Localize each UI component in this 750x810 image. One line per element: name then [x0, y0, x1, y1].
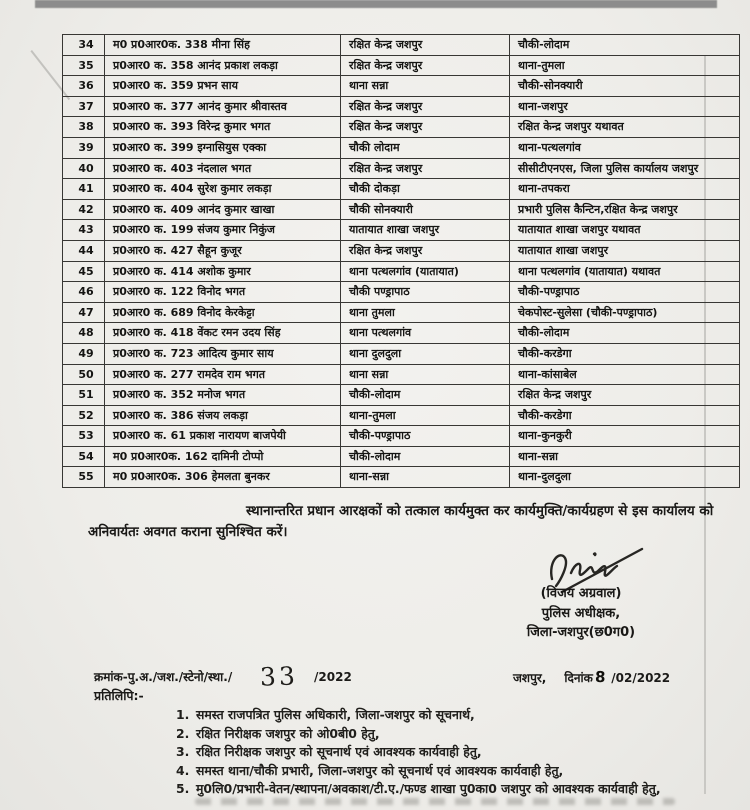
serial-cell: 48 [63, 323, 105, 344]
serial-cell: 35 [63, 55, 105, 76]
new-posting-cell: रक्षित केन्द्र जशपुर [510, 385, 740, 406]
distribution-item [176, 743, 736, 762]
name-cell: प्र0आर0 क. 359 प्रभन साय [105, 76, 341, 97]
table-row [63, 467, 740, 488]
new-posting-cell: थाना-पत्थलगांव [510, 137, 740, 158]
new-posting-cell: थाना-तपकरा [510, 179, 740, 200]
place-date-line [513, 668, 670, 686]
name-cell: प्र0आर0 क. 427 सैहून कुजूर [105, 240, 341, 261]
new-posting-cell: चेकपोस्ट-सुलेसा (चौकी-पण्ड्रापाठ) [510, 302, 740, 323]
table-row [63, 282, 740, 303]
signatory-designation: पुलिस अधीक्षक, [541, 605, 621, 621]
distribution-item [176, 725, 736, 744]
table-row [63, 240, 740, 261]
new-posting-cell: थाना-जशपुर [510, 96, 740, 117]
serial-cell: 50 [63, 364, 105, 385]
new-posting-cell: थाना-कांसाबेल [510, 364, 740, 385]
table-row [63, 385, 740, 406]
serial-cell: 47 [63, 302, 105, 323]
new-posting-cell: प्रभारी पुलिस कैन्टिन,रक्षित केन्द्र जशपुर [510, 199, 740, 220]
table-row [63, 323, 740, 344]
serial-cell: 46 [63, 282, 105, 303]
name-cell: प्र0आर0 क. 277 रामदेव राम भगत [105, 364, 341, 385]
closing-line-2: अनिवार्यतः अवगत कराना सुनिश्चित करें। [88, 523, 288, 540]
memo-prefix: क्रमांक-पु.अ./जश./स्टेनो/स्था./ [94, 670, 233, 684]
distribution-text: रक्षित निरीक्षक जशपुर को सूचनार्थ एवं आवश्यक कार्यवाही हेतु, [196, 744, 482, 760]
table-row [63, 302, 740, 323]
table-row [63, 261, 740, 282]
current-posting-cell: यातायात शाखा जशपुर [341, 220, 510, 241]
name-cell: प्र0आर0 क. 404 सुरेश कुमार लकड़ा [105, 179, 341, 200]
new-posting-cell: चौकी-लोदाम [510, 323, 740, 344]
table-row [63, 179, 740, 200]
closing-line-1: स्थानान्तरित प्रधान आरक्षकों को तत्काल कार्यमुक्त कर कार्यमुक्ति/कार्यग्रहण से इस कार्यालय को [246, 503, 714, 519]
table-row [63, 158, 740, 179]
distribution-number: 4. [176, 762, 190, 778]
new-posting-cell: थाना-सन्ना [510, 446, 740, 467]
distribution-text: मु0लि0/प्रभारी-वेतन/स्थापना/अवकाश/टी.ए./फण्ड शाखा पु0का0 जशपुर को आवश्यक कार्यवाही हेतु, [196, 781, 661, 797]
current-posting-cell: रक्षित केन्द्र जशपुर [341, 35, 510, 56]
new-posting-cell: रक्षित केन्द्र जशपुर यथावत [510, 117, 740, 138]
table-row [63, 343, 740, 364]
date-day-handwritten: 8 [594, 667, 606, 687]
distribution-number: 5. [176, 781, 190, 797]
signatory-district: जिला-जशपुर(छ0ग0) [526, 625, 636, 640]
name-cell: प्र0आर0 क. 358 आनंद प्रकाश लकड़ा [105, 55, 341, 76]
serial-cell: 51 [63, 385, 105, 406]
name-cell: प्र0आर0 क. 61 प्रकाश नारायण बाजपेयी [105, 426, 341, 447]
date-label: दिनांक [564, 671, 593, 685]
current-posting-cell: थाना-तुमला [341, 405, 510, 426]
new-posting-cell: थाना-तुमला [510, 55, 740, 76]
name-cell: प्र0आर0 क. 399 इग्नासियुस एक्का [105, 137, 341, 158]
table-row [63, 55, 740, 76]
current-posting-cell: चौकी दोकड़ा [341, 179, 510, 200]
name-cell: म0 प्र0आर0क. 162 दामिनी टोप्पो [105, 446, 341, 467]
copy-to-label: प्रतिलिपि:- [94, 688, 144, 703]
table-row [63, 405, 740, 426]
distribution-item [176, 780, 736, 799]
new-posting-cell: यातायात शाखा जशपुर [510, 240, 740, 261]
current-posting-cell: रक्षित केन्द्र जशपुर [341, 117, 510, 138]
table-row [63, 76, 740, 97]
current-posting-cell: रक्षित केन्द्र जशपुर [341, 240, 510, 261]
memo-number-handwritten: 33 [259, 661, 299, 692]
table-row [63, 446, 740, 467]
current-posting-cell: थाना दुलदुला [341, 343, 510, 364]
name-cell: प्र0आर0 क. 122 विनोद भगत [105, 282, 341, 303]
serial-cell: 42 [63, 199, 105, 220]
serial-cell: 55 [63, 467, 105, 488]
name-cell: प्र0आर0 क. 689 विनोद केरकेट्टा [105, 302, 341, 323]
new-posting-cell: यातायात शाखा जशपुर यथावत [510, 220, 740, 241]
current-posting-cell: थाना तुमला [341, 302, 510, 323]
current-posting-cell: थाना-सन्ना [341, 467, 510, 488]
signatory-name: (विजय अग्रवाल) [540, 586, 622, 601]
table-row [63, 137, 740, 158]
current-posting-cell: थाना पत्थलगांव [341, 323, 510, 344]
scan-top-edge-artifact [35, 0, 717, 8]
current-posting-cell: चौकी सोनक्यारी [341, 199, 510, 220]
name-cell: प्र0आर0 क. 403 नंदलाल भगत [105, 158, 341, 179]
serial-cell: 37 [63, 96, 105, 117]
new-posting-cell: चौकी-सोनक्यारी [510, 76, 740, 97]
signature-block [492, 584, 670, 643]
serial-cell: 40 [63, 158, 105, 179]
current-posting-cell: चौकी लोदाम [341, 137, 510, 158]
distribution-number: 2. [176, 725, 190, 741]
table-row [63, 117, 740, 138]
transfer-table-body [63, 35, 740, 488]
table-row [63, 96, 740, 117]
transfer-table [62, 34, 740, 488]
name-cell: प्र0आर0 क. 199 संजय कुमार निकुंज [105, 220, 341, 241]
serial-cell: 49 [63, 343, 105, 364]
serial-cell: 39 [63, 137, 105, 158]
current-posting-cell: रक्षित केन्द्र जशपुर [341, 55, 510, 76]
distribution-text: समस्त थाना/चौकी प्रभारी, जिला-जशपुर को सूचनार्थ एवं आवश्यक कार्यवाही हेतु, [196, 762, 564, 778]
name-cell: प्र0आर0 क. 723 आदित्य कुमार साय [105, 343, 341, 364]
name-cell: प्र0आर0 क. 414 अशोक कुमार [105, 261, 341, 282]
distribution-text: रक्षित निरीक्षक जशपुर को ओ0बी0 हेतु, [196, 725, 380, 741]
table-row [63, 426, 740, 447]
name-cell: म0 प्र0आर0क. 338 मीना सिंह [105, 35, 341, 56]
serial-cell: 34 [63, 35, 105, 56]
current-posting-cell: चौकी-लोदाम [341, 446, 510, 467]
new-posting-cell: थाना-कुनकुरी [510, 426, 740, 447]
current-posting-cell: थाना सन्ना [341, 76, 510, 97]
serial-cell: 41 [63, 179, 105, 200]
cut-off-text-artifact [195, 798, 675, 805]
new-posting-cell: चौकी-पण्ड्रापाठ [510, 282, 740, 303]
current-posting-cell: चौकी-पण्ड्रापाठ [341, 426, 510, 447]
name-cell: म0 प्र0आर0क. 306 हेमलता बुनकर [105, 467, 341, 488]
current-posting-cell: चौकी-लोदाम [341, 385, 510, 406]
name-cell: प्र0आर0 क. 352 मनोज भगत [105, 385, 341, 406]
name-cell: प्र0आर0 क. 393 विरेन्द्र कुमार भगत [105, 117, 341, 138]
current-posting-cell: चौकी पण्ड्रापाठ [341, 282, 510, 303]
serial-cell: 54 [63, 446, 105, 467]
serial-cell: 45 [63, 261, 105, 282]
serial-cell: 38 [63, 117, 105, 138]
table-row [63, 199, 740, 220]
table-row [63, 35, 740, 56]
serial-cell: 36 [63, 76, 105, 97]
date-rest: /02/2022 [611, 671, 671, 685]
distribution-number: 1. [176, 707, 190, 722]
new-posting-cell: चौकी-करडेगा [510, 343, 740, 364]
place: जशपुर, [513, 671, 547, 685]
current-posting-cell: थाना पत्थलगांव (यातायात) [341, 261, 510, 282]
current-posting-cell: थाना सन्ना [341, 364, 510, 385]
current-posting-cell: रक्षित केन्द्र जशपुर [341, 96, 510, 117]
name-cell: प्र0आर0 क. 418 वेंकट रमन उदय सिंह [105, 323, 341, 344]
name-cell: प्र0आर0 क. 377 आनंद कुमार श्रीवास्तव [105, 96, 341, 117]
new-posting-cell: थाना-दुलदुला [510, 467, 740, 488]
distribution-text: समस्त राजपत्रित पुलिस अधिकारी, जिला-जशपुर को सूचनार्थ, [196, 707, 475, 722]
new-posting-cell: सीसीटीएनएस, जिला पुलिस कार्यालय जशपुर [510, 158, 740, 179]
new-posting-cell: चौकी-लोदाम [510, 35, 740, 56]
name-cell: प्र0आर0 क. 409 आनंद कुमार खाखा [105, 199, 341, 220]
new-posting-cell: चौकी-करडेगा [510, 405, 740, 426]
current-posting-cell: रक्षित केन्द्र जशपुर [341, 158, 510, 179]
name-cell: प्र0आर0 क. 386 संजय लकड़ा [105, 405, 341, 426]
table-row [63, 220, 740, 241]
serial-cell: 52 [63, 405, 105, 426]
distribution-list [176, 706, 736, 799]
new-posting-cell: थाना पत्थलगांव (यातायात) यथावत [510, 261, 740, 282]
distribution-item [176, 762, 736, 781]
memo-suffix: /2022 [314, 670, 352, 684]
distribution-number: 3. [176, 744, 190, 760]
serial-cell: 44 [63, 240, 105, 261]
serial-cell: 43 [63, 220, 105, 241]
serial-cell: 53 [63, 426, 105, 447]
closing-instruction [88, 501, 722, 543]
distribution-item [176, 706, 736, 725]
table-row [63, 364, 740, 385]
